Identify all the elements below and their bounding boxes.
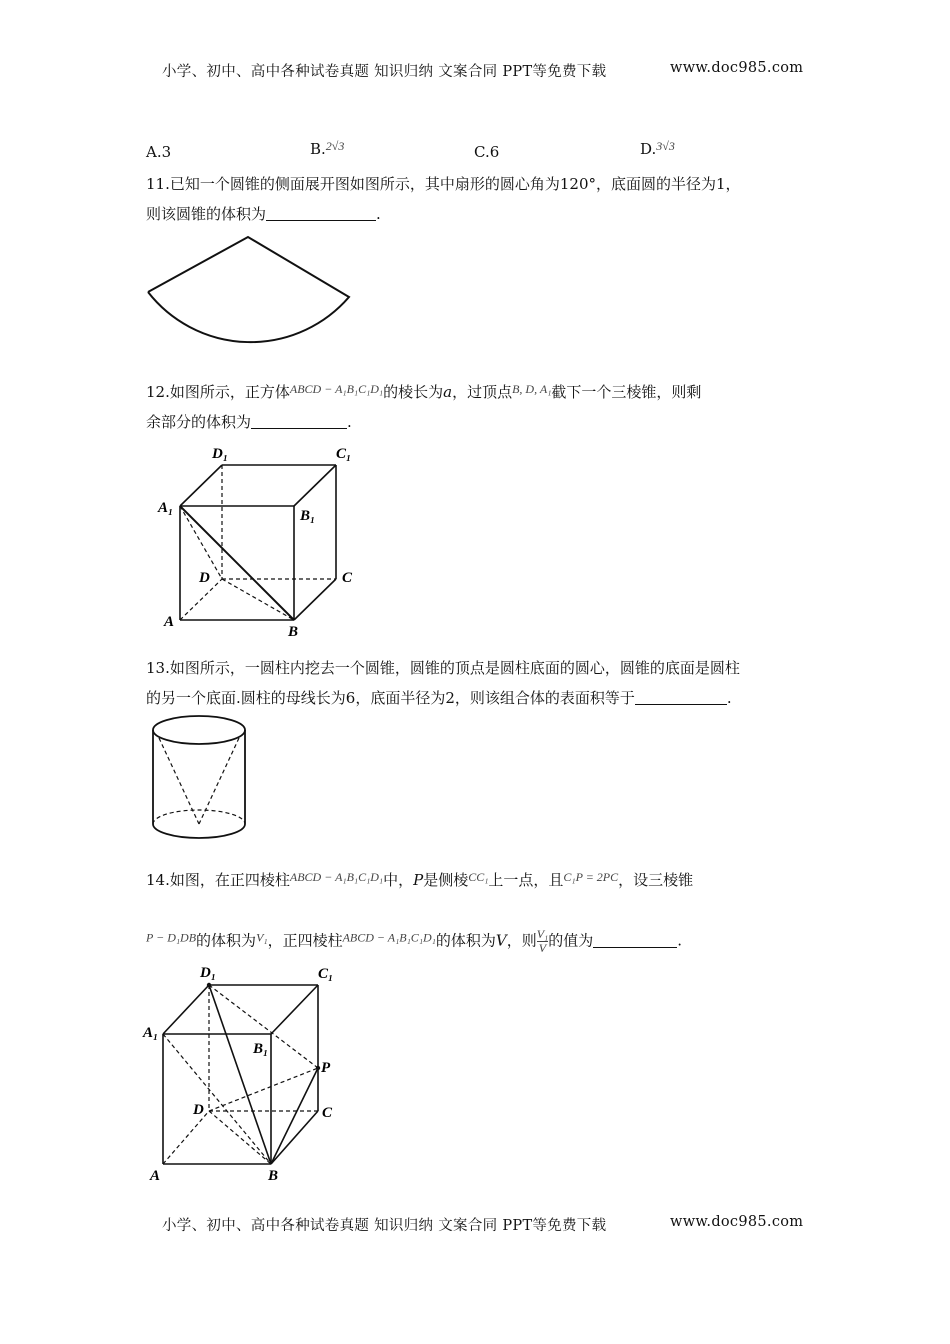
q12-label-C1: C₁ xyxy=(336,446,352,462)
q14-label-B1: B₁ xyxy=(253,1041,269,1057)
header-url: www.doc985.com xyxy=(670,60,804,76)
q14-label-C1: C₁ xyxy=(318,966,334,982)
q10-option-a: A.3 xyxy=(146,143,172,161)
q13-line2: 的另一个底面.圆柱的母线长为6，底面半径为2，则该组合体的表面积等于 . xyxy=(146,689,732,707)
q12-line1: 12.如图所示，正方体$^{ABCD - A_1B_1C_1D_1}$的棱长为a，过顶点$^{B, D, A_1}$截下一个三棱锥，则剩 xyxy=(146,382,702,401)
q12-label-B1: B₁ xyxy=(300,508,316,524)
q10-d-value: 3√3 xyxy=(656,139,675,153)
q14-label-P: P xyxy=(321,1060,331,1076)
q14-label-B: B xyxy=(268,1168,279,1184)
footer-text: 小学、初中、高中各种试卷真题 知识归纳 文案合同 PPT等免费下载 xyxy=(162,1218,607,1234)
q14-line1: 14.如图，在正四棱柱$^{ABCD - A_1B_1C_1D_1}$中，P是侧棱$^{CC_1}$上一点，且$^{C_1P = 2PC}$，设三棱锥 xyxy=(146,870,694,889)
q10-option-c: C.6 xyxy=(474,143,500,161)
header-text: 小学、初中、高中各种试卷真题 知识归纳 文案合同 PPT等免费下载 xyxy=(162,64,607,80)
q12-label-A: A xyxy=(164,614,175,630)
q14-line2: $^{P - D_1DB}$的体积为$^{V_1}$，正四棱柱$^{ABCD - A_1B_1C_1D_1}$的体积为V，则$\frac{\text{V₁}}{V}$ 的值为 . xyxy=(146,927,683,955)
q12-label-C: C xyxy=(342,570,353,586)
q12-label-D: D xyxy=(199,570,210,586)
q12-label-D1: D₁ xyxy=(212,446,229,462)
q14-label-C: C xyxy=(322,1105,333,1121)
q14-label-A1: A₁ xyxy=(143,1025,159,1041)
q14-label-D1: D₁ xyxy=(200,965,217,981)
q13-line1: 13.如图所示，一圆柱内挖去一个圆锥，圆锥的顶点是圆柱底面的圆心，圆锥的底面是圆柱 xyxy=(146,659,740,677)
q10-option-d: D.$^{3√3}$ xyxy=(640,139,675,158)
page-footer xyxy=(162,1214,606,1235)
q14-fraction: $\frac{\text{V₁}}{V}$ xyxy=(536,927,549,955)
q10-option-b: B.$^{2√3}$ xyxy=(310,139,345,158)
q12-label-A1: A₁ xyxy=(158,500,174,516)
q12-label-B: B xyxy=(288,624,299,640)
q12-line2: 余部分的体积为 . xyxy=(146,413,352,431)
q14-label-A: A xyxy=(150,1168,161,1184)
q14-label-D: D xyxy=(193,1102,204,1118)
footer-url: www.doc985.com xyxy=(670,1214,804,1230)
q10-b-value: 2√3 xyxy=(325,139,345,153)
q11-line2: 则该圆锥的体积为 . xyxy=(146,205,381,223)
q11-line1: 11.已知一个圆锥的侧面展开图如图所示，其中扇形的圆心角为120°，底面圆的半径为1， xyxy=(146,175,741,193)
